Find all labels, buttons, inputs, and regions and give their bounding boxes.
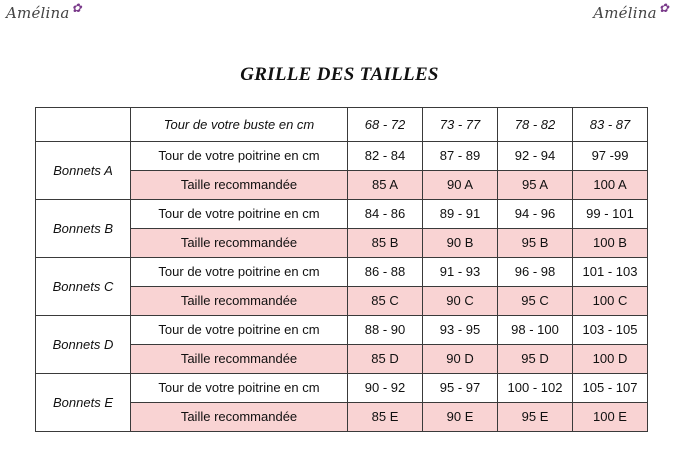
bust-range-cell: 84 - 86: [348, 200, 423, 229]
bust-range-cell: 101 - 103: [573, 258, 648, 287]
recommended-size-cell: 85 B: [348, 229, 423, 258]
recommended-size-cell: 100 E: [573, 403, 648, 432]
cup-label: Bonnets A: [36, 142, 131, 200]
recommended-size-cell: 95 D: [498, 345, 573, 374]
recommended-size-cell: 85 E: [348, 403, 423, 432]
recommended-size-cell: 100 C: [573, 287, 648, 316]
table-row: [36, 142, 648, 171]
bust-range-cell: 88 - 90: [348, 316, 423, 345]
brand-logo-right: [593, 1, 669, 22]
recommended-label: Taille recommandée: [131, 403, 348, 432]
recommended-size-cell: 95 A: [498, 171, 573, 200]
brand-logo-text: Amélina: [6, 4, 70, 22]
header-label: Tour de votre buste en cm: [131, 108, 348, 142]
size-chart-table: [35, 107, 648, 432]
bust-range-cell: 92 - 94: [498, 142, 573, 171]
table-row: [36, 374, 648, 403]
recommended-size-cell: 100 B: [573, 229, 648, 258]
cup-label: Bonnets C: [36, 258, 131, 316]
brand-logo-text: Amélina: [593, 4, 657, 22]
bust-range-cell: 103 - 105: [573, 316, 648, 345]
recommended-label: Taille recommandée: [131, 287, 348, 316]
recommended-size-cell: 90 B: [423, 229, 498, 258]
cup-label: Bonnets B: [36, 200, 131, 258]
header-size: 68 - 72: [348, 108, 423, 142]
butterfly-icon: ✿: [71, 1, 82, 15]
bust-range-cell: 94 - 96: [498, 200, 573, 229]
recommended-size-cell: 90 A: [423, 171, 498, 200]
header-size: 73 - 77: [423, 108, 498, 142]
butterfly-icon: ✿: [658, 1, 669, 15]
table-row: [36, 258, 648, 287]
bust-label: Tour de votre poitrine en cm: [131, 142, 348, 171]
bust-range-cell: 105 - 107: [573, 374, 648, 403]
bust-label: Tour de votre poitrine en cm: [131, 258, 348, 287]
recommended-label: Taille recommandée: [131, 345, 348, 374]
recommended-size-cell: 90 C: [423, 287, 498, 316]
recommended-size-cell: 95 B: [498, 229, 573, 258]
recommended-size-cell: 100 D: [573, 345, 648, 374]
recommended-label: Taille recommandée: [131, 171, 348, 200]
bust-range-cell: 95 - 97: [423, 374, 498, 403]
bust-label: Tour de votre poitrine en cm: [131, 316, 348, 345]
bust-range-cell: 98 - 100: [498, 316, 573, 345]
table-row: [36, 200, 648, 229]
header-size: 83 - 87: [573, 108, 648, 142]
recommended-size-cell: 90 D: [423, 345, 498, 374]
recommended-size-cell: 85 C: [348, 287, 423, 316]
table-row: [36, 316, 648, 345]
bust-range-cell: 82 - 84: [348, 142, 423, 171]
bust-range-cell: 86 - 88: [348, 258, 423, 287]
bust-range-cell: 91 - 93: [423, 258, 498, 287]
bust-range-cell: 99 - 101: [573, 200, 648, 229]
brand-logo-left: [6, 1, 82, 22]
corner-cell: [36, 108, 131, 142]
bust-range-cell: 96 - 98: [498, 258, 573, 287]
recommended-size-cell: 90 E: [423, 403, 498, 432]
recommended-size-cell: 100 A: [573, 171, 648, 200]
bust-range-cell: 89 - 91: [423, 200, 498, 229]
recommended-label: Taille recommandée: [131, 229, 348, 258]
bust-label: Tour de votre poitrine en cm: [131, 200, 348, 229]
recommended-size-cell: 95 C: [498, 287, 573, 316]
cup-label: Bonnets E: [36, 374, 131, 432]
bust-label: Tour de votre poitrine en cm: [131, 374, 348, 403]
bust-range-cell: 93 - 95: [423, 316, 498, 345]
bust-range-cell: 87 - 89: [423, 142, 498, 171]
header-size: 78 - 82: [498, 108, 573, 142]
page-title: GRILLE DES TAILLES: [240, 64, 439, 85]
cup-label: Bonnets D: [36, 316, 131, 374]
bust-range-cell: 100 - 102: [498, 374, 573, 403]
bust-range-cell: 97 -99: [573, 142, 648, 171]
bust-range-cell: 90 - 92: [348, 374, 423, 403]
recommended-size-cell: 85 A: [348, 171, 423, 200]
recommended-size-cell: 85 D: [348, 345, 423, 374]
header-row: [36, 108, 648, 142]
recommended-size-cell: 95 E: [498, 403, 573, 432]
